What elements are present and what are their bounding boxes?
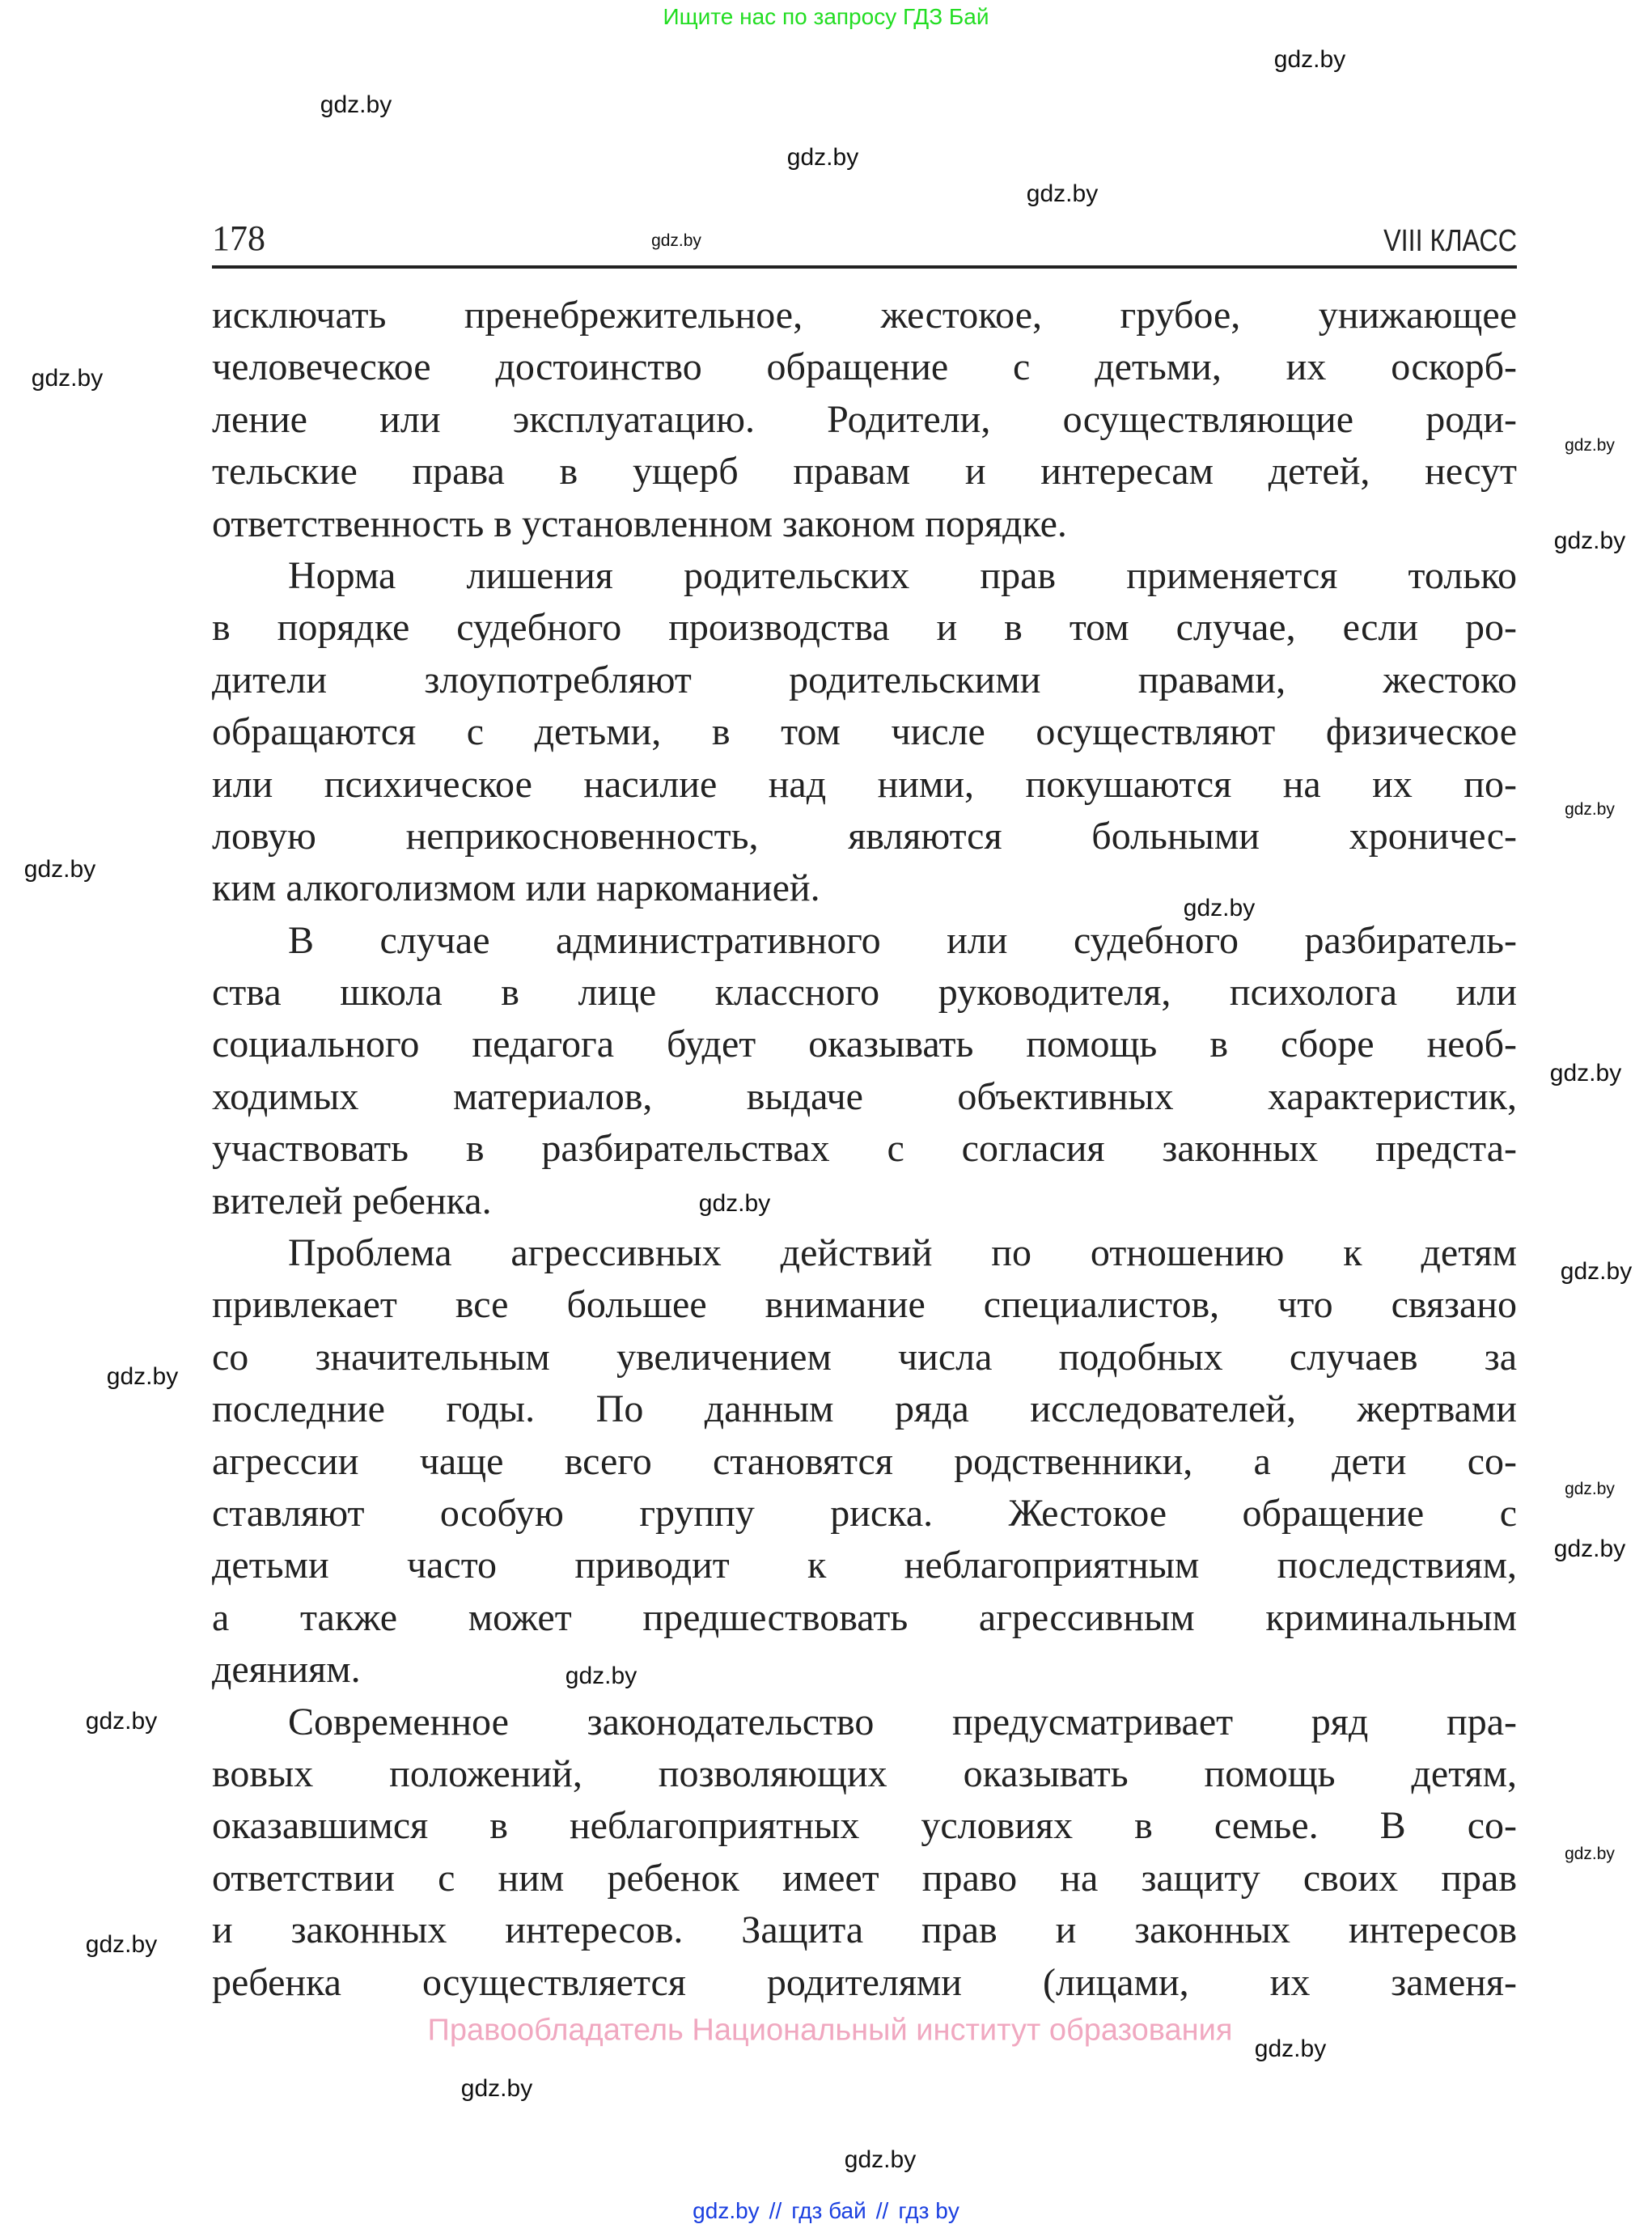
separator: // (875, 2198, 889, 2223)
text-line: ким алкоголизмом или наркоманией. (212, 866, 820, 910)
text-line: участвовать в разбирательствах с согласия законных предста- (212, 1127, 1517, 1171)
link-gdz-by-alt[interactable]: гдз by (898, 2198, 959, 2223)
text-line: ление или эксплуатацию. Родители, осуществляющие роди- (212, 397, 1517, 441)
text-line: исключать пренебрежительное, жестокое, грубое, унижающее (212, 294, 1517, 337)
watermark: gdz.by (1565, 436, 1615, 455)
watermark: gdz.by (31, 365, 104, 392)
text-line: вителей ребенка. (212, 1179, 492, 1222)
link-gdz-bai[interactable]: гдз бай (791, 2198, 866, 2223)
watermark: gdz.by (23, 856, 96, 883)
watermark: gdz.by (1254, 2035, 1327, 2062)
text-line: Норма лишения родительских прав применяется только (288, 553, 1517, 597)
watermark: gdz.by (565, 1663, 638, 1689)
watermark: gdz.by (85, 1931, 158, 1958)
bottom-links (688, 2198, 964, 2224)
watermark: gdz.by (1026, 180, 1099, 207)
page-header (212, 212, 1517, 269)
watermark: gdz.by (460, 2075, 533, 2102)
watermark: gdz.by (786, 144, 859, 171)
text-line: вовых положений, позволяющих оказывать помощь детям, (212, 1752, 1517, 1795)
watermark: gdz.by (1560, 1258, 1633, 1285)
separator: // (769, 2198, 782, 2223)
text-line: обращаются с детьми, в том числе осуществляют физическое (212, 710, 1517, 754)
text-line: В случае административного или судебного разбиратель- (288, 918, 1517, 962)
section-title: VIII КЛАСС (1383, 224, 1517, 258)
text-line: дители злоупотребляют родительскими правами, жестоко (212, 658, 1517, 701)
text-line: ства школа в лице классного руководителя, психолога или (212, 971, 1517, 1015)
text-line: ребенка осуществляется родителями (лицами, их заменя- (212, 1960, 1517, 2004)
watermark: gdz.by (1565, 1845, 1615, 1863)
text-line: привлекает все большее внимание специалистов, что связано (212, 1283, 1517, 1327)
watermark: gdz.by (1565, 800, 1615, 819)
watermark: gdz.by (1273, 46, 1346, 73)
text-line: Проблема агрессивных действий по отношению к детям (288, 1231, 1517, 1275)
text-line: тельские права в ущерб правам и интересам детей, несут (212, 450, 1517, 494)
text-line: а также может предшествовать агрессивным криминальным (212, 1595, 1517, 1639)
text-line: ответственность в установленном законом порядке. (212, 502, 1067, 545)
text-line: оказавшимся в неблагоприятных условиях в семье. В со- (212, 1804, 1517, 1848)
text-line: агрессии чаще всего становятся родственники, а дети со- (212, 1439, 1517, 1483)
text-line: Современное законодательство предусматривает ряд пра- (288, 1700, 1517, 1743)
watermark: gdz.by (1553, 527, 1626, 554)
text-line: со значительным увеличением числа подобных случаев за (212, 1335, 1517, 1379)
watermark: gdz.by (106, 1363, 179, 1390)
copyright-notice: Правообладатель Национальный институт образования (427, 2013, 1233, 2048)
page-number: 178 (212, 218, 265, 258)
watermark: gdz.by (1549, 1060, 1622, 1087)
text-line: ходимых материалов, выдаче объективных характеристик, (212, 1074, 1517, 1118)
link-gdz-by[interactable]: gdz.by (693, 2198, 760, 2223)
text-line: и законных интересов. Защита прав и законных интересов (212, 1908, 1517, 1952)
watermark: gdz.by (1553, 1536, 1626, 1562)
text-line: в порядке судебного производства и в том случае, если ро- (212, 606, 1517, 650)
watermark: gdz.by (698, 1190, 771, 1217)
text-line: или психическое насилие над ними, покушаются на их по- (212, 762, 1517, 806)
text-line: ставляют особую группу риска. Жестокое обращение с (212, 1491, 1517, 1535)
body-text (212, 290, 1517, 2009)
text-line: ловую неприкосновенность, являются больными хроничес- (212, 814, 1517, 858)
watermark: gdz.by (85, 1708, 158, 1735)
watermark: gdz.by (651, 231, 701, 250)
text-line: ответствии с ним ребенок имеет право на защиту своих прав (212, 1856, 1517, 1900)
watermark: gdz.by (1565, 1480, 1615, 1498)
search-banner: Ищите нас по запросу ГДЗ Бай (663, 4, 989, 29)
text-line: детьми часто приводит к неблагоприятным последствиям, (212, 1544, 1517, 1587)
watermark: gdz.by (1183, 895, 1256, 921)
watermark: gdz.by (844, 2146, 917, 2173)
text-line: человеческое достоинство обращение с детьми, их оскорб- (212, 345, 1517, 389)
text-line: последние годы. По данным ряда исследователей, жертвами (212, 1387, 1517, 1431)
text-line: социального педагога будет оказывать помощь в сборе необ- (212, 1023, 1517, 1066)
watermark: gdz.by (320, 91, 392, 118)
text-line: деяниям. (212, 1648, 361, 1692)
